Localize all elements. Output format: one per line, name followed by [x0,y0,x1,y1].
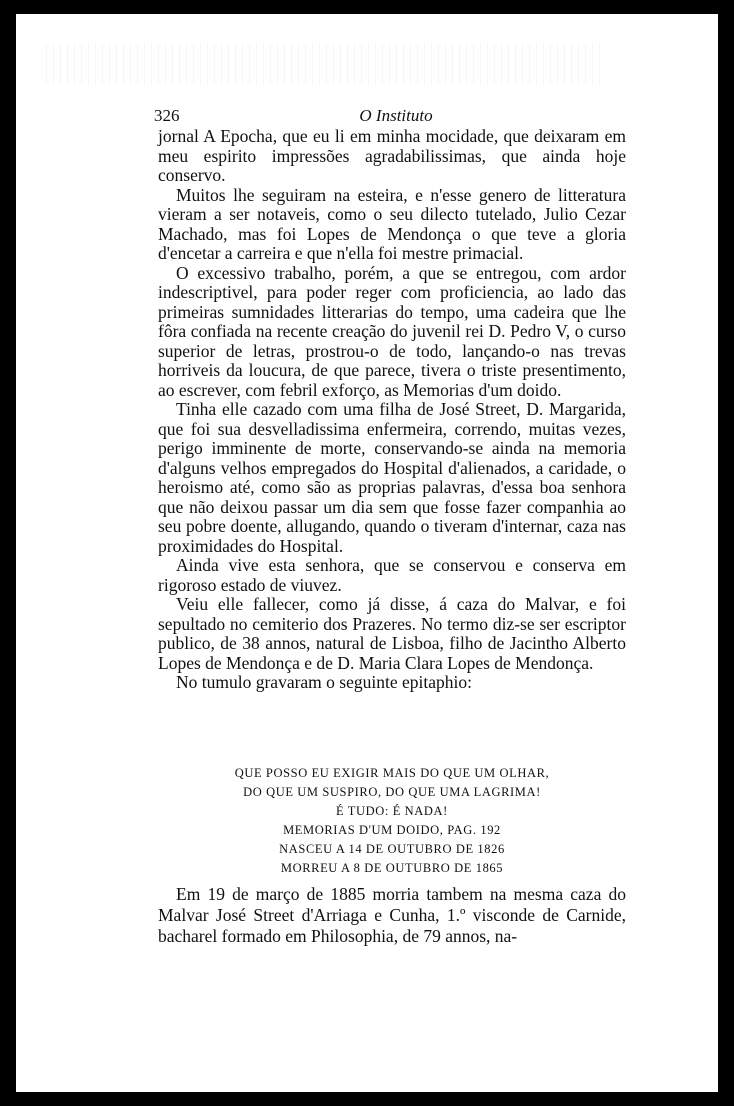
epitaph-line: MEMORIAS D'UM DOIDO, PAG. 192 [283,823,501,837]
paragraph-6: Veiu elle fallecer, como já disse, á caza do Malvar, e foi sepultado no cemiterio dos Prazeres. No termo diz-se ser escriptor publico, de 38 annos, natural de Lisboa, filho de Jacintho Alberto Lopes de Mendonça e de D. Maria Clara Lopes de Mendonça. [158,594,626,673]
closing-text [158,884,626,947]
scan-noise [46,44,606,84]
paragraph-4: Tinha elle cazado com uma filha de José Street, D. Margarida, que foi sua desvelladissima enfermeira, correndo, muitas vezes, perigo imminente de morte, conservando-se ainda na memoria d'alguns velhos empregados do Hospital d'alienados, a caridade, o heroismo até, como são as proprias palavras, d'essa boa senhora que não deixou passar um dia sem que fosse fazer companhia ao seu pobre doente, allugando, quando o tiveram d'internar, caza nas proximidades do Hospital. [158,399,626,556]
paragraph-5: Ainda vive esta senhora, que se conservou e conserva em rigoroso estado de viuvez. [158,555,626,595]
epitaph [158,764,626,878]
epitaph-line: MORREU A 8 DE OUTUBRO DE 1865 [280,861,504,875]
paragraph-7: No tumulo gravaram o seguinte epitaphio: [176,672,472,692]
paragraph-3: O excessivo trabalho, porém, a que se entregou, com ardor indescriptivel, para poder reger com proficiencia, ao lado das primeiras sumnidades litterarias do tempo, uma cadeira que lhe fôra confiada na recente creação do juvenil rei D. Pedro V, o curso superior de letras, prostrou-o de todo, lançando-o nas trevas horriveis da loucura, de que parece, tivera o triste presentimento, ao escrever, com febril exforço, as Memorias d'um doido. [158,262,626,400]
page-number: 326 [154,106,180,125]
epitaph-line: QUE POSSO EU EXIGIR MAIS DO QUE UM OLHAR, [234,766,550,780]
closing-paragraph: Em 19 de março de 1885 morria tambem na mesma caza do Malvar José Street d'Arriaga e Cunha, 1.º visconde de Carnide, bacharel formado em Philosophia, de 79 annos, na- [158,884,626,946]
paragraph-2: Muitos lhe seguiram na esteira, e n'esse genero de litteratura vieram a ser notaveis, como o seu dilecto tutelado, Julio Cezar Machado, mas foi Lopes de Mendonça o que teve a gloria d'encetar a carreira e que n'ella foi mestre primacial. [158,184,626,263]
paragraph-1: jornal A Epocha, que eu li em minha mocidade, que deixaram em meu espirito impressões agradabilissimas, que ainda hoje conservo. [158,126,626,185]
epitaph-line: NASCEU A 14 DE OUTUBRO DE 1826 [279,842,505,856]
epitaph-line: DO QUE UM SUSPIRO, DO QUE UMA LAGRIMA! [243,785,541,799]
running-title: O Instituto [359,106,433,125]
body-text [158,127,626,693]
epitaph-line: É TUDO: É NADA! [336,804,448,818]
